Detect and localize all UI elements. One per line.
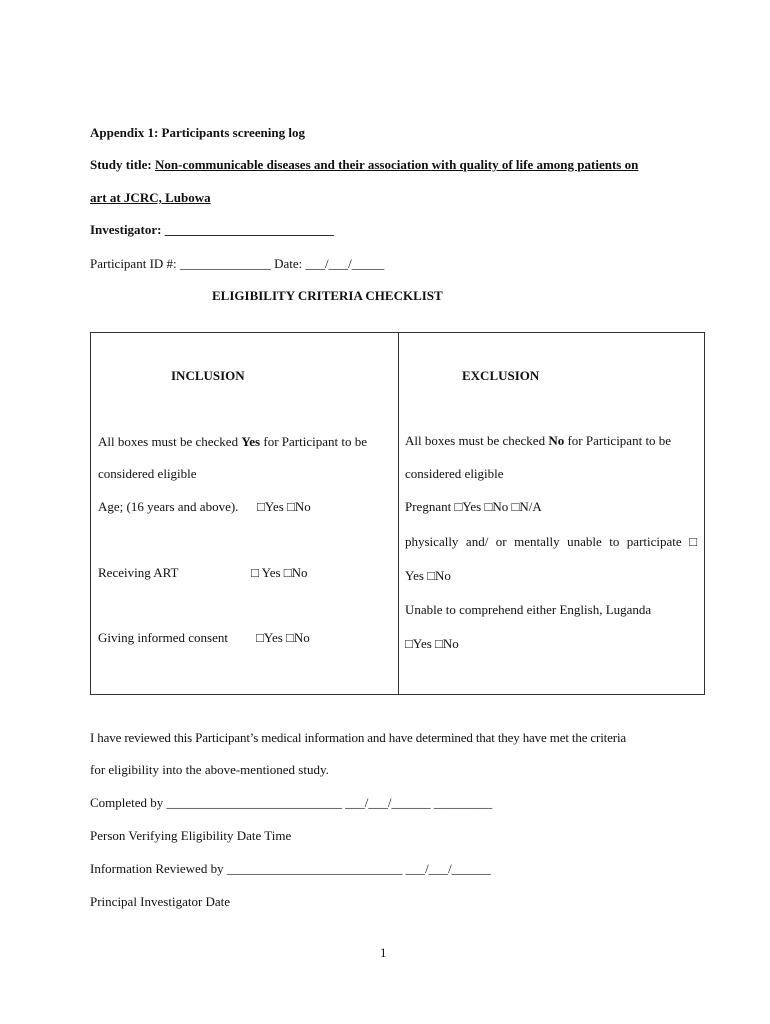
investigator-blank[interactable]: __________________________: [164, 222, 334, 237]
column-divider: [398, 333, 399, 694]
completed-by-line[interactable]: Completed by ___________________________ ___/___/______ _________: [90, 795, 493, 810]
inclusion-item-age-checkboxes[interactable]: □Yes □No: [257, 499, 311, 514]
inclusion-instructions: [98, 434, 367, 450]
inclusion-item-art-label: Receiving ART: [98, 565, 179, 580]
investigator-line: [90, 222, 334, 238]
review-statement-line2: for eligibility into the above-mentioned study.: [90, 762, 329, 777]
information-reviewed-line[interactable]: Information Reviewed by ___________________________ ___/___/______: [90, 861, 491, 876]
inclusion-heading: INCLUSION: [171, 368, 245, 383]
inclusion-instr-yes: Yes: [241, 434, 261, 449]
exclusion-item-physical-line1[interactable]: physically and/ or mentally unable to participate □: [405, 534, 697, 549]
study-title-text: Non-communicable diseases and their association with quality of life among patients on: [155, 157, 639, 172]
exclusion-item-physical-line2[interactable]: Yes □No: [405, 568, 451, 583]
inclusion-item-art-checkboxes[interactable]: □ Yes □No: [251, 565, 308, 580]
exclusion-instr-post: for Participant to be: [564, 433, 672, 448]
study-title-line1: [90, 157, 638, 173]
investigator-label: Investigator:: [90, 222, 162, 237]
checklist-title: ELIGIBILITY CRITERIA CHECKLIST: [212, 288, 443, 303]
page-number: 1: [380, 945, 387, 960]
exclusion-item-comprehend-checkboxes[interactable]: □Yes □No: [405, 636, 459, 651]
exclusion-instructions-line2: considered eligible: [405, 466, 504, 481]
exclusion-instr-pre: All boxes must be checked: [405, 433, 549, 448]
inclusion-instr-post: for Participant to be: [260, 434, 367, 449]
inclusion-item-consent-label: Giving informed consent: [98, 630, 228, 645]
participant-id-line[interactable]: Participant ID #: ______________ Date: ___/___/_____: [90, 256, 385, 271]
principal-investigator-caption: Principal Investigator Date: [90, 894, 231, 909]
inclusion-item-consent-checkboxes[interactable]: □Yes □No: [256, 630, 310, 645]
inclusion-instructions-line2: considered eligible: [98, 466, 197, 481]
study-title-label: Study title:: [90, 157, 152, 172]
inclusion-instr-pre: All boxes must be checked: [98, 434, 242, 449]
exclusion-item-pregnant: [405, 499, 542, 515]
appendix-heading: Appendix 1: Participants screening log: [90, 125, 305, 140]
inclusion-item-age-label: Age; (16 years and above).: [98, 499, 239, 514]
eligibility-table: [90, 332, 705, 695]
person-verifying-caption: Person Verifying Eligibility Date Time: [90, 828, 292, 843]
exclusion-pregnant-label: Pregnant: [405, 499, 452, 514]
exclusion-pregnant-checkboxes[interactable]: □Yes □No □N/A: [454, 499, 542, 514]
exclusion-item-comprehend-line1: Unable to comprehend either English, Luganda: [405, 602, 652, 617]
review-statement-line1: I have reviewed this Participant’s medical information and have determined that they have met the criteria: [90, 730, 627, 745]
exclusion-instr-no: No: [548, 433, 565, 448]
study-title-line2: art at JCRC, Lubowa: [90, 190, 211, 205]
exclusion-heading: EXCLUSION: [462, 368, 540, 383]
exclusion-instructions: [405, 433, 671, 449]
